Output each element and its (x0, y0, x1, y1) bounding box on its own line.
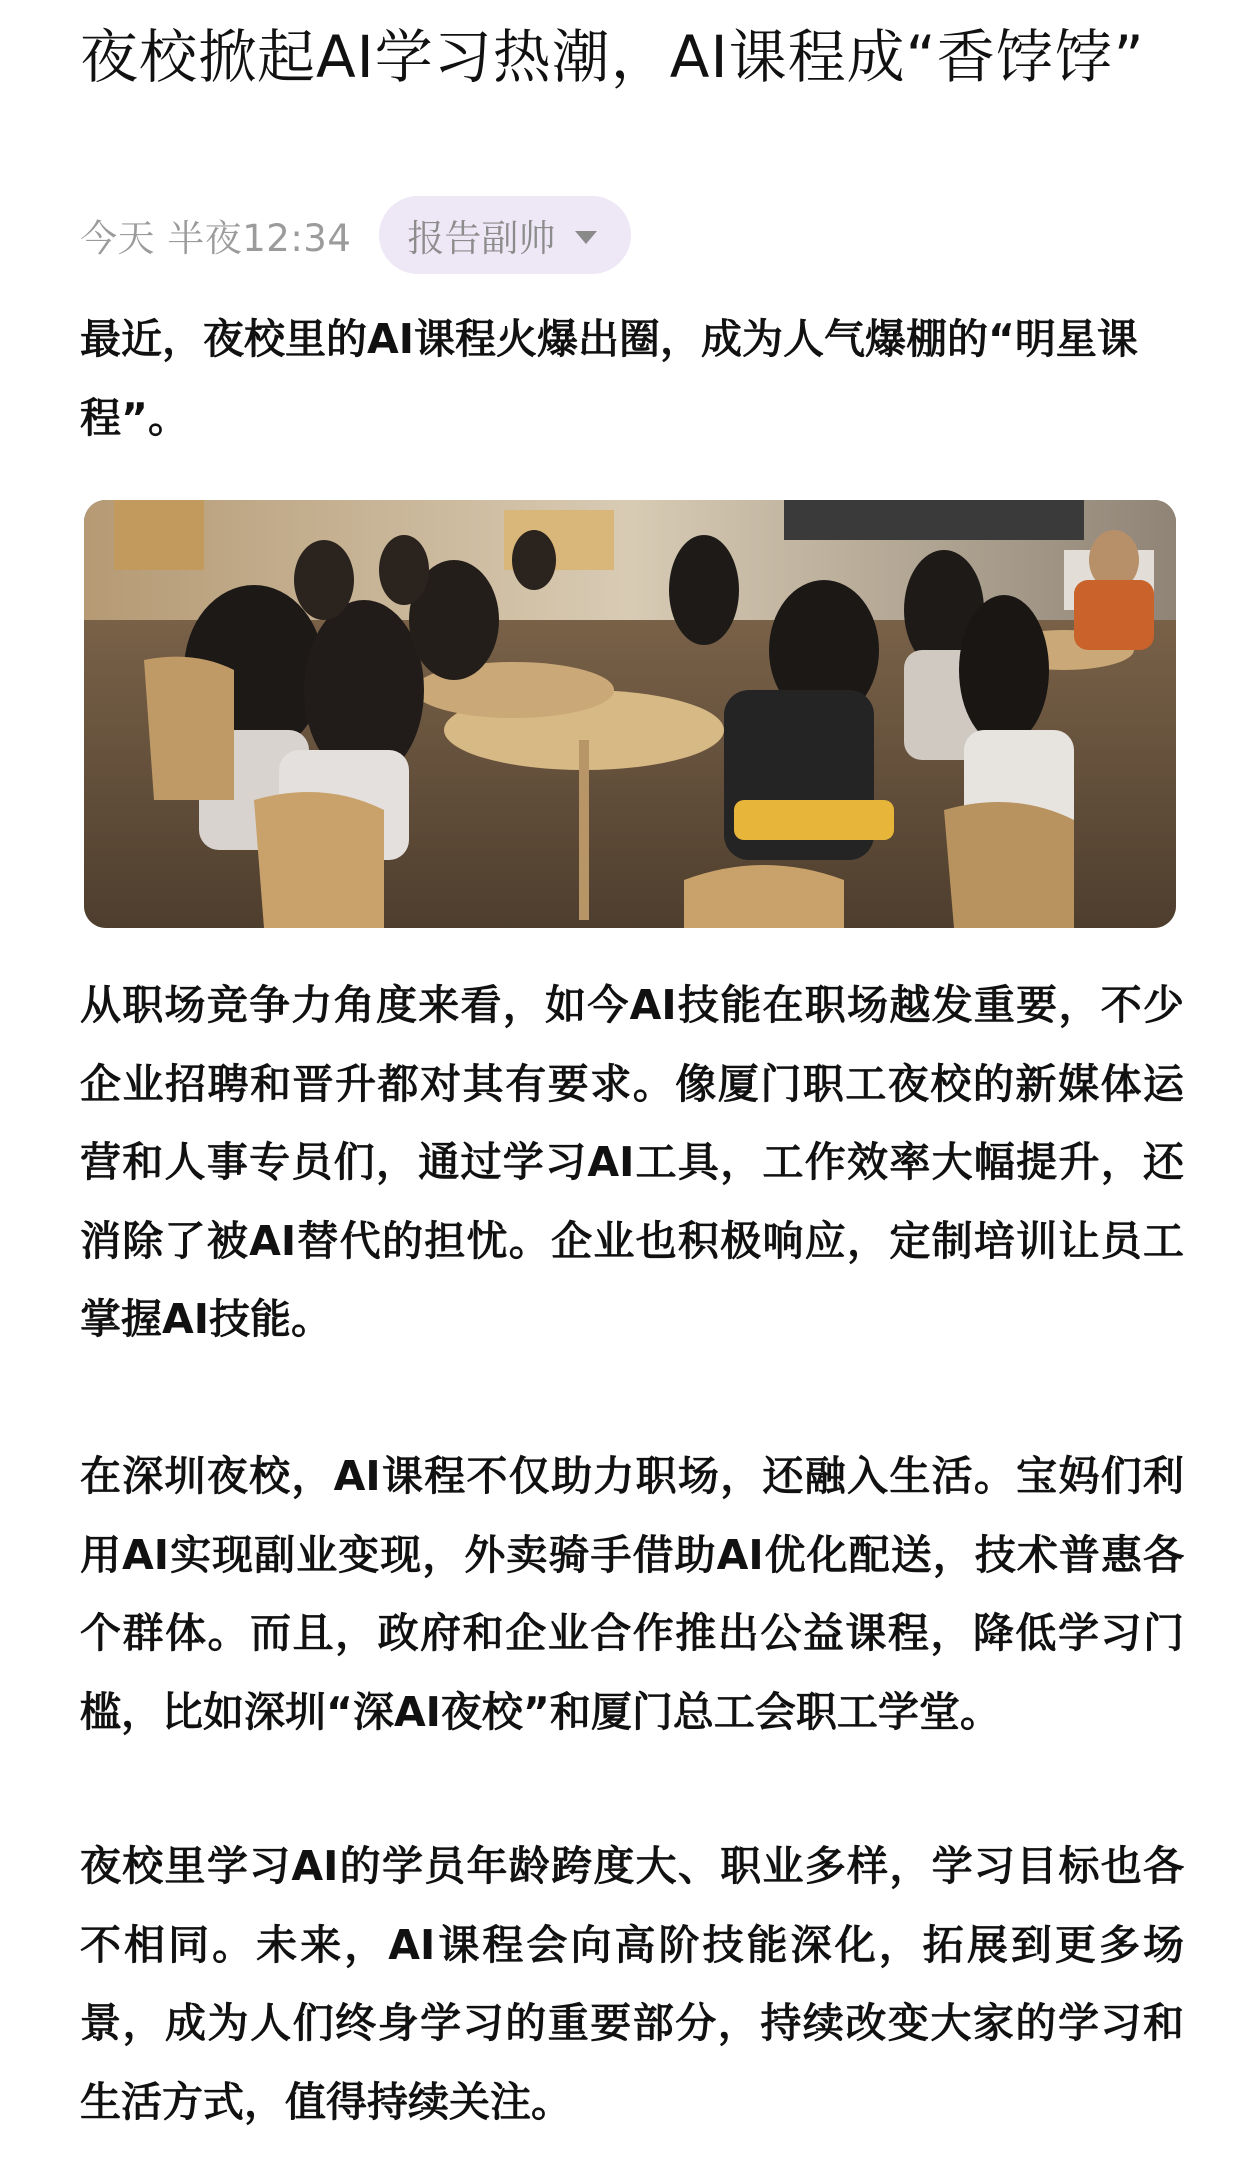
chevron-down-icon (575, 231, 597, 244)
article-paragraph: 从职场竞争力角度来看，如今AI技能在职场越发重要，不少企业招聘和晋升都对其有要求。像厦门职工夜校的新媒体运营和人事专员们，通过学习AI工具，工作效率大幅提升，还消除了被AI替代的担忧。企业也积极响应，定制培训让员工掌握AI技能。 (80, 981, 1184, 1343)
article-lead: 最近，夜校里的AI课程火爆出圈，成为人气爆棚的“明星课程”。 (80, 315, 1138, 442)
article-paragraph: 夜校里学习AI的学员年龄跨度大、职业多样，学习目标也各不相同。未来，AI课程会向高阶技能深化，拓展到更多场景，成为人们终身学习的重要部分，持续改变大家的学习和生活方式，值得持续关注。 (80, 1842, 1184, 2126)
author-name: 报告副帅 (407, 217, 556, 260)
article-title: 夜校掀起AI学习热潮，AI课程成“香饽饽” (80, 23, 1145, 91)
article-meta (80, 196, 631, 274)
publish-time: 今天 半夜12:34 (80, 217, 352, 260)
classroom-photo-icon (84, 500, 1176, 928)
article-photo[interactable] (84, 500, 1176, 928)
article-paragraph: 在深圳夜校，AI课程不仅助力职场，还融入生活。宝妈们利用AI实现副业变现，外卖骑手借助AI优化配送，技术普惠各个群体。而且，政府和企业合作推出公益课程，降低学习门槛，比如深圳“深AI夜校”和厦门总工会职工学堂。 (80, 1452, 1184, 1736)
author-button[interactable] (379, 196, 631, 274)
